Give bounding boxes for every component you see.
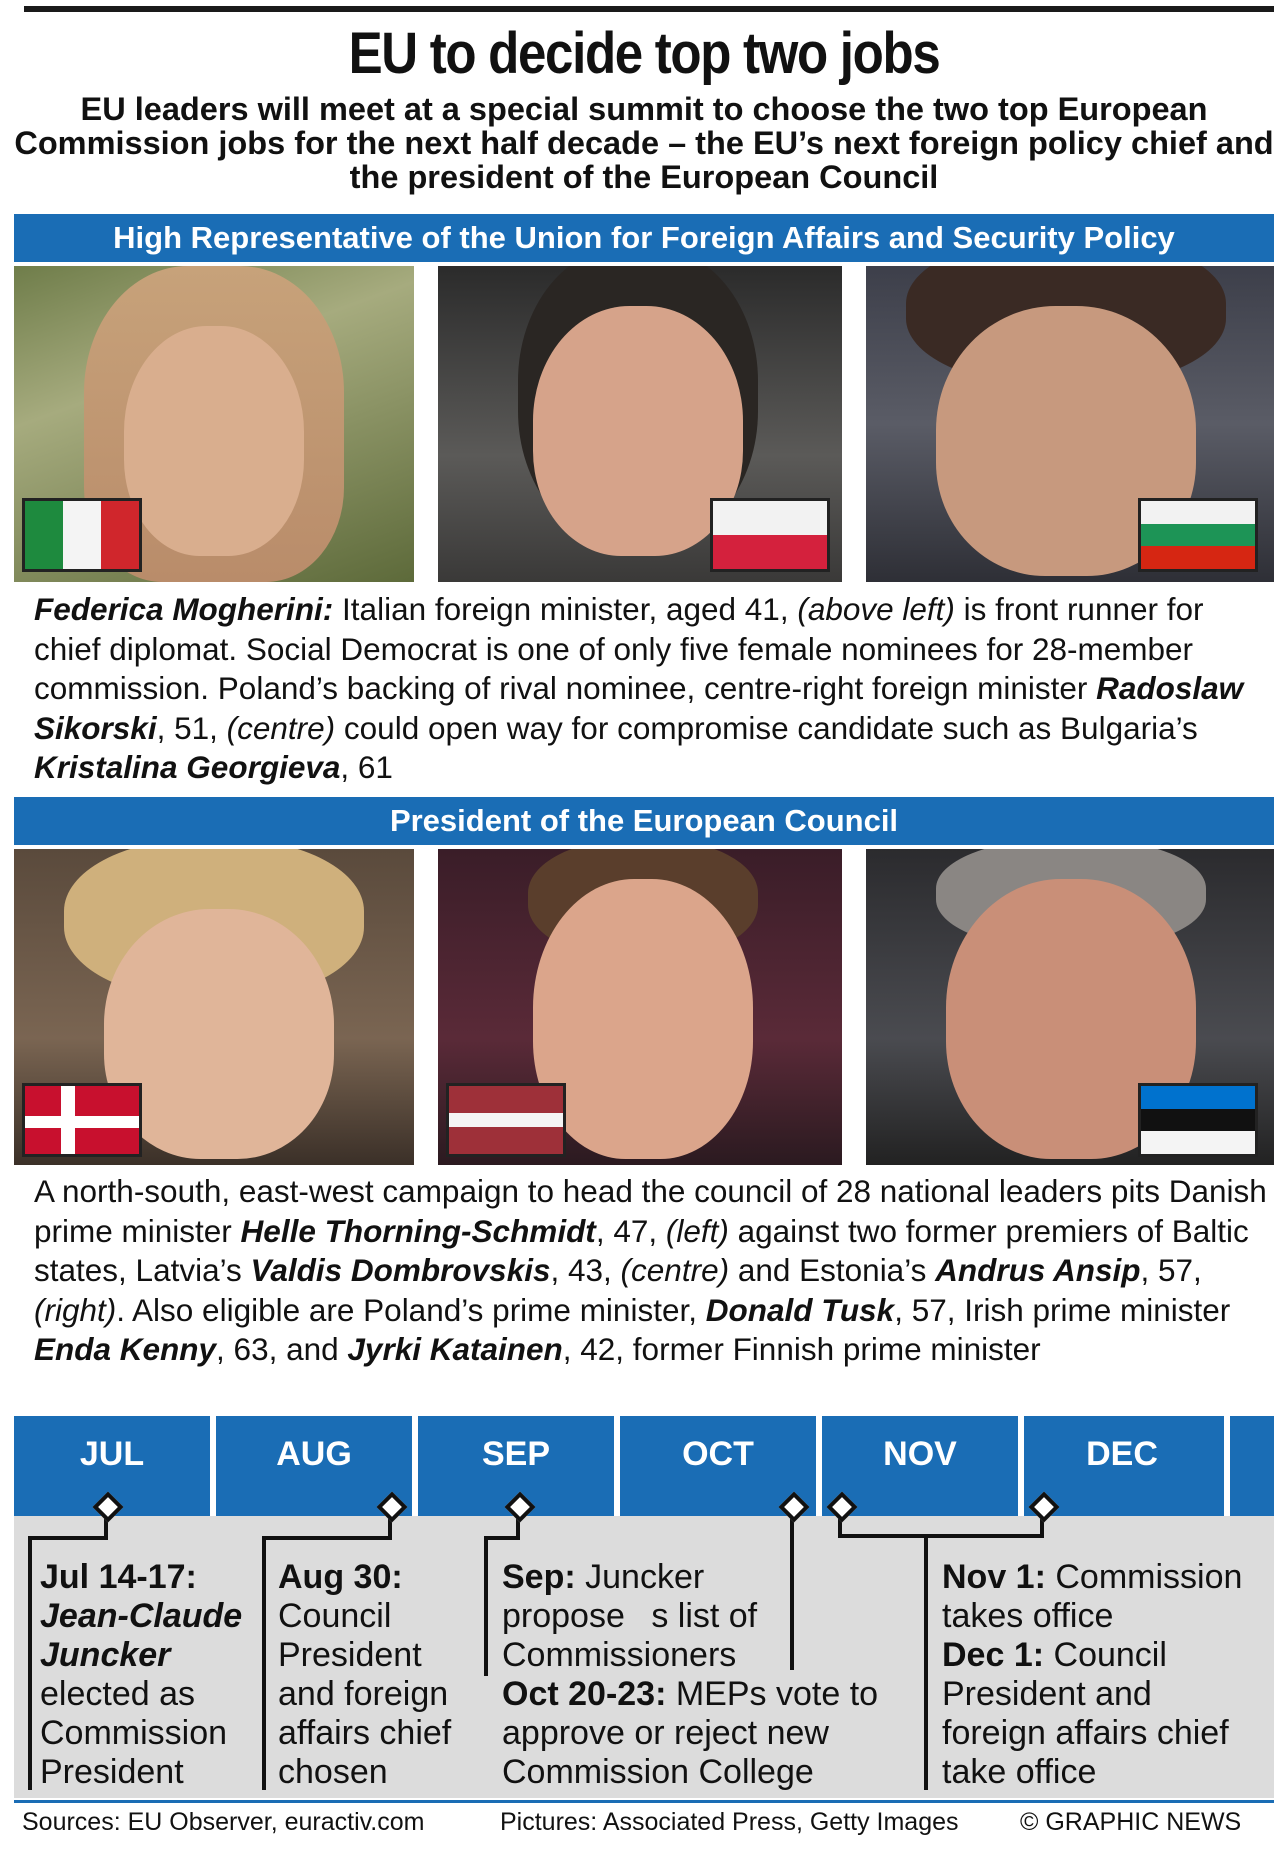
connector-aug-h [262,1536,392,1540]
event-jul-date: Jul 14-17: [40,1558,197,1596]
name-mogherini: Federica Mogherini: [34,591,334,627]
name-sikorski: Radoslaw Sikorski [34,670,1244,746]
page-title: EU to decide top two jobs [348,21,940,86]
photo-ansip [866,849,1274,1165]
section1-paragraph: Federica Mogherini: Italian foreign minister, aged 41, (above left) is front runner for chief diplomat. Social Democrat is one of only five female nominees for 28-member commission. Poland’s backing of rival nominee, centre-right foreign minister Radoslaw Sikorski, 51, (centre) could open way for compromise candidate such as Bulgaria’s Kristalina Georgieva, 61 [34,591,1244,785]
connector-aug [262,1536,266,1790]
event-jul-name: Jean-Claude Juncker [40,1597,243,1674]
section-heading-council: President of the European Council [14,797,1274,845]
connector-sep-h [484,1536,520,1540]
footer-rule [14,1800,1274,1803]
event-dec-text: Council President and foreign affairs chief take office [942,1636,1229,1791]
footer-sources: Sources: EU Observer, euractiv.com [22,1808,425,1836]
event-jul [40,1558,255,1792]
event-oct-date: Oct 20-23: [502,1675,667,1713]
poland-flag [710,498,830,572]
footer-pictures: Pictures: Associated Press, Getty Images [500,1808,959,1836]
section-heading-foreign-affairs: High Representative of the Union for Foreign Affairs and Security Policy [14,214,1274,262]
event-sep-text: Juncker propose s list of Commissioners [502,1558,758,1674]
footer-copyright: © GRAPHIC NEWS [1020,1808,1242,1836]
event-nov-text: Commission takes office [942,1558,1243,1635]
italy-flag [22,498,142,572]
month-nov: NOV [883,1435,957,1473]
event-oct [502,1675,882,1792]
page-subtitle: EU leaders will meet at a special summit to choose the two top European Commission jobs for the next half decade – the EU’s next foreign policy chief and the president of the European Council [14,91,1274,195]
month-divider [1224,1416,1230,1516]
connector-jul [28,1536,32,1790]
bulgaria-flag [1138,498,1258,572]
connector-sep [484,1536,488,1676]
photo-georgieva [866,266,1274,582]
photo-thorning-schmidt [14,849,414,1165]
section2-paragraph: A north-south, east-west campaign to head the council of 28 national leaders pits Danish prime minister Helle Thorning-Schmidt, 47, (left) against two former premiers of Baltic states, Latvia’s Valdis Dombrovskis, 43, (centre) and Estonia’s Andrus Ansip, 57, (right). Also eligible are Poland’s prime minister, Donald Tusk, 57, Irish prime minister Enda Kenny, 63, and Jyrki Katainen, 42, former Finnish prime minister [34,1173,1267,1367]
photo-sikorski [438,266,842,582]
connector-novdec [924,1534,928,1790]
month-jul: JUL [79,1435,145,1473]
month-dec: DEC [1086,1435,1158,1473]
name-katainen: Jyrki Katainen [347,1331,563,1367]
connector-nov-h [838,1534,928,1538]
denmark-flag [22,1083,142,1157]
name-dombrovskis: Valdis Dombrovskis [250,1252,551,1288]
estonia-flag [1138,1083,1258,1157]
event-nov-dec [942,1558,1262,1792]
event-dec-date: Dec 1: [942,1636,1045,1674]
event-aug [278,1558,468,1792]
month-sep: SEP [481,1435,551,1473]
name-ansip: Andrus Ansip [935,1252,1141,1288]
timeline-bar [14,1416,1274,1516]
latvia-flag [446,1083,566,1157]
event-nov-date: Nov 1: [942,1558,1046,1596]
name-georgieva: Kristalina Georgieva [34,749,341,785]
event-aug-text: Council President and foreign affairs chief chosen [278,1597,452,1791]
connector-jul-h [28,1536,108,1540]
event-oct-text: MEPs vote to approve or reject new Commission College [502,1675,879,1791]
photo-dombrovskis [438,849,842,1165]
event-jul-text: elected as Commission President [40,1675,228,1791]
name-tusk: Donald Tusk [705,1291,895,1328]
month-oct: OCT [682,1435,754,1473]
event-sep-date: Sep: [502,1558,576,1596]
name-thorning-schmidt: Helle Thorning-Schmidt [240,1212,596,1249]
connector-dec-h [924,1534,1044,1538]
name-kenny: Enda Kenny [34,1331,217,1367]
month-aug: AUG [276,1435,352,1473]
photo-mogherini [14,266,414,582]
event-aug-date: Aug 30: [278,1558,403,1596]
event-sep [502,1558,802,1675]
top-rule [24,6,1274,12]
